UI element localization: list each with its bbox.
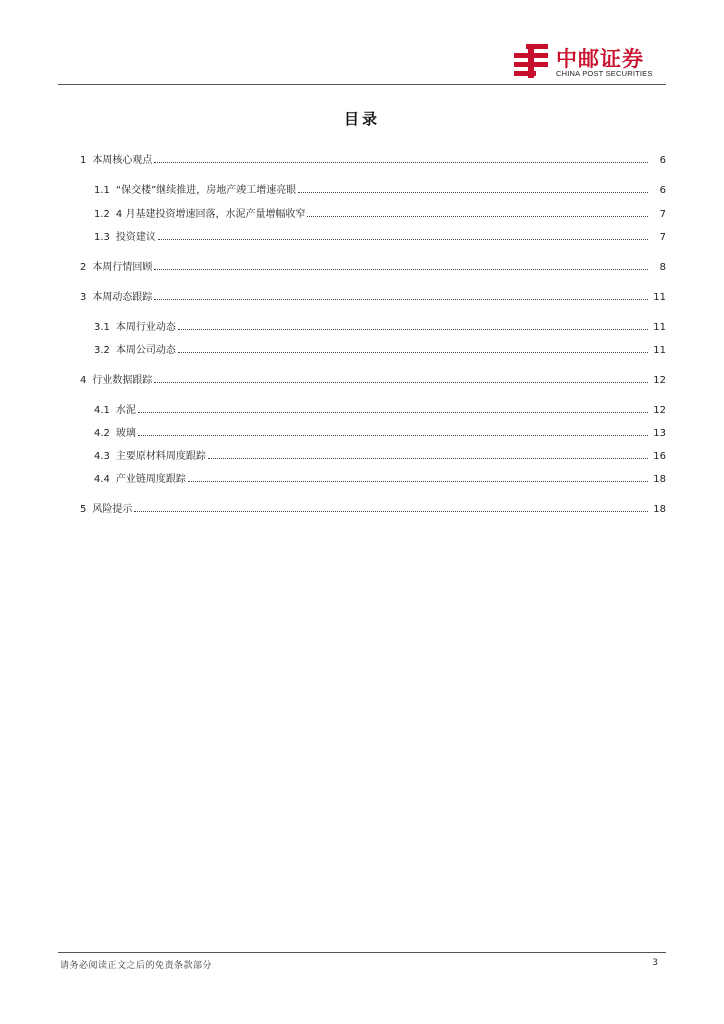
toc-leader-dots xyxy=(154,162,648,163)
toc-entry-label: 本周公司动态 xyxy=(115,345,176,356)
toc-leader-dots xyxy=(158,239,648,240)
toc-entry-label: 产业链周度跟踪 xyxy=(115,474,186,485)
toc-entry-4-3[interactable] xyxy=(94,446,666,462)
toc-entry-label: 玻璃 xyxy=(115,428,136,439)
toc-leader-dots xyxy=(208,458,648,459)
toc-entry-number: 4.2 xyxy=(94,428,110,439)
toc-entry-page: 8 xyxy=(659,262,666,273)
toc-entry-page: 11 xyxy=(653,345,666,356)
brand-name-en: CHINA POST SECURITIES xyxy=(556,69,653,78)
toc-leader-dots xyxy=(154,269,648,270)
toc-entry-number: 3.2 xyxy=(94,345,110,356)
footer-page-number: 3 xyxy=(652,958,658,968)
toc-entry-4-1[interactable] xyxy=(94,400,666,416)
toc-entry-page: 6 xyxy=(659,185,666,196)
toc-entry-4-2[interactable] xyxy=(94,423,666,439)
brand-name-cn: 中邮证券 xyxy=(556,47,644,71)
toc-entry-label: 本周行情回顾 xyxy=(92,262,153,273)
toc-entry-label: 本周核心观点 xyxy=(92,155,153,166)
toc-entry-page: 7 xyxy=(659,232,666,243)
toc-entry-label: 本周行业动态 xyxy=(115,322,176,333)
toc-entry-page: 12 xyxy=(653,375,666,386)
toc-entry-page: 13 xyxy=(653,428,666,439)
header-divider xyxy=(58,84,666,85)
toc-leader-dots xyxy=(188,481,648,482)
toc-entry-1-1[interactable] xyxy=(94,180,666,196)
toc-entry-label: 主要原材料周度跟踪 xyxy=(115,451,206,462)
brand-logo xyxy=(512,42,670,82)
toc-leader-dots xyxy=(298,192,648,193)
toc-entry-1-2[interactable] xyxy=(94,204,666,220)
toc-entry-number: 2 xyxy=(80,262,87,273)
toc-entry-3-1[interactable] xyxy=(94,317,666,333)
toc-title: 目录 xyxy=(343,110,380,128)
toc-leader-dots xyxy=(154,299,648,300)
toc-entry-number: 1.2 xyxy=(94,209,110,220)
toc-entry-1-3[interactable] xyxy=(94,227,666,243)
toc-entry-page: 11 xyxy=(653,292,666,303)
toc-entry-page: 12 xyxy=(653,405,666,416)
toc-leader-dots xyxy=(307,216,648,217)
toc-entry-number: 5 xyxy=(80,504,87,515)
toc-entry-label: 行业数据跟踪 xyxy=(92,375,153,386)
footer-disclaimer: 请务必阅读正文之后的免责条款部分 xyxy=(60,961,213,971)
toc-entry-4[interactable] xyxy=(80,370,666,386)
toc-entry-3-2[interactable] xyxy=(94,340,666,356)
toc-entry-number: 3.1 xyxy=(94,322,110,333)
toc-leader-dots xyxy=(134,511,648,512)
toc-entry-label: 4 月基建投资增速回落，水泥产量增幅收窄 xyxy=(115,209,306,220)
toc-leader-dots xyxy=(138,435,648,436)
toc-entry-number: 3 xyxy=(80,292,87,303)
toc-entry-page: 18 xyxy=(653,504,666,515)
toc-entry-label: 水泥 xyxy=(115,405,136,416)
toc-entry-number: 4.1 xyxy=(94,405,110,416)
china-post-logo-icon xyxy=(512,42,550,80)
toc-entry-page: 11 xyxy=(653,322,666,333)
toc-entry-5[interactable] xyxy=(80,499,666,515)
toc-entry-label: 本周动态跟踪 xyxy=(92,292,153,303)
toc-entry-label: 风险提示 xyxy=(92,504,133,515)
toc-entry-page: 18 xyxy=(653,474,666,485)
toc-entry-number: 1.3 xyxy=(94,232,110,243)
toc-entry-label: 投资建议 xyxy=(115,232,156,243)
toc-leader-dots xyxy=(154,382,648,383)
toc-leader-dots xyxy=(178,329,648,330)
toc-leader-dots xyxy=(138,412,648,413)
toc-entry-number: 4.3 xyxy=(94,451,110,462)
toc-entry-label: “保交楼”继续推进，房地产竣工增速亮眼 xyxy=(115,185,297,196)
toc-entry-page: 16 xyxy=(653,451,666,462)
toc-entry-page: 7 xyxy=(659,209,666,220)
toc-entry-number: 4 xyxy=(80,375,87,386)
toc-leader-dots xyxy=(178,352,648,353)
toc-entry-1[interactable] xyxy=(80,150,666,166)
toc-entry-2[interactable] xyxy=(80,257,666,273)
footer-divider xyxy=(58,952,666,953)
toc-entry-4-4[interactable] xyxy=(94,469,666,485)
toc-entry-3[interactable] xyxy=(80,287,666,303)
toc-entry-page: 6 xyxy=(659,155,666,166)
toc-entry-number: 1 xyxy=(80,155,87,166)
toc-entry-number: 4.4 xyxy=(94,474,110,485)
toc-entry-number: 1.1 xyxy=(94,185,110,196)
